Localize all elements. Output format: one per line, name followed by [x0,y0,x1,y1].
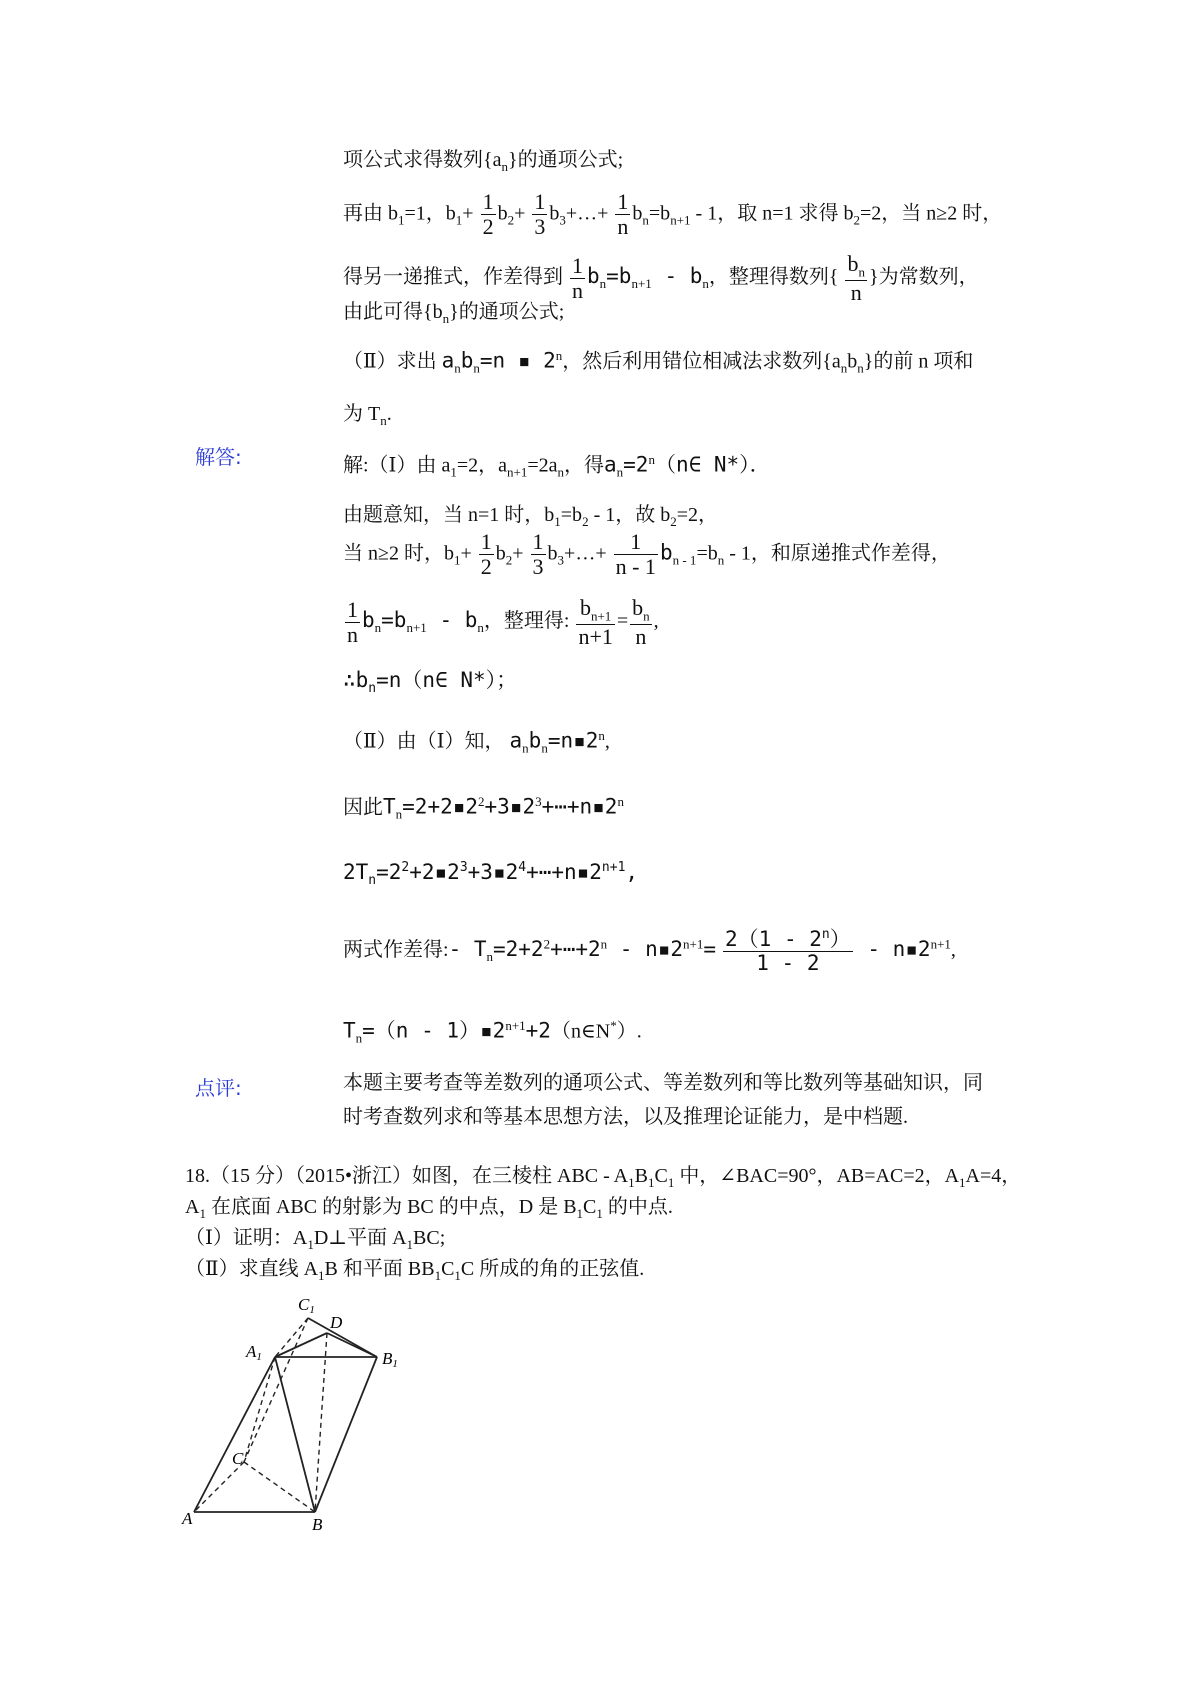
fraction-one-over-n: $\frac{1}{n}$ [572,252,583,303]
review-label: 点评: [195,1076,242,1100]
problem-line-4: （Ⅱ）求直线 $A_1B$ 和平面 $BB_1C_1C$ 所成的角的正弦值. [185,1257,645,1283]
edge-c-a [194,1462,244,1512]
fraction-one-half: $\frac{1}{2}$ [482,189,494,240]
edge-c1-a1 [275,1318,308,1357]
fraction-bn-over-n: $\frac{b_n}{n}$ [632,595,650,649]
solution-line-10: $T_n=(n$ - $1)▪2^{n+1}+2(n\in N^*)$. [343,1018,642,1046]
vertex-label-b1: B1 [382,1349,398,1370]
fraction-one-over-n: $\frac{1}{n}$ [347,596,358,647]
solution-line-9: 两式作差得:- $T_n=2+2^2+\cdots+2^n$ - $n▪2^{n+1}=$ $\frac{2(1 - 2^n)}{1 - 2}$ - $n▪2^{n+1}$, [343,927,956,976]
fraction-bn-over-n: $\frac{b_n}{n}$ [847,251,865,305]
vertex-label-a1: A1 [246,1342,262,1363]
solution-line-1: 解:（Ⅰ）由 $a_1=2$，$a_{n+1}=2a_n$，得$a_n=2^n(n\in$ N*）． [343,452,771,480]
vertex-label-b: B [312,1515,323,1534]
solution-line-7: 因此$T_n=2+2▪2^2+3▪2^3+\cdots+n▪2^n$ [343,794,624,822]
problem-18 [185,1162,1045,1285]
solution-line-5: $\therefore b_n=n(n\in$ N*）； [343,668,518,697]
fraction-one-third: $\frac{1}{3}$ [534,189,546,240]
analysis-line-6: 为 $T_n$. [343,403,392,428]
fraction-one-third: $\frac{1}{3}$ [532,529,544,580]
edge-a1-d [275,1333,327,1357]
problem-line-2: $A_1$ 在底面 ABC 的射影为 BC 的中点，D 是 $B_1C_1$ 的中点. [185,1195,673,1221]
problem-line-3: （Ⅰ）证明：$A_1D\perp$平面 $A_1BC$; [185,1226,446,1252]
analysis-line-1: 项公式求得数列$\{a_n\}$的通项公式; [343,149,624,174]
analysis-line-5: （Ⅱ）求出 $a_nb_n=n$ ▪ 2$^n$，然后利用错位相减法求数列$\{a_nb_n\}$的前 n 项和 [343,348,974,376]
vertex-label-c1: C1 [298,1295,315,1316]
edge-a1-c [244,1357,275,1462]
answer-label: 解答: [195,445,242,469]
solution-line-3: 当 n≥2 时，$b_1+$ $\frac{1}{2}$ $b_2+$ $\frac{1}{3}$ $b_3+\dots+$ $\frac{1}{n - 1}$ $b_{n - 1}=b_n - 1$，和原递推式作差得， [343,529,951,580]
analysis-line-2: 再由 $b_1=1$，$b_1+$ $\frac{1}{2}$ $b_2+$ $\frac{1}{3}$ $b_3+\dots+$ $\frac{1}{n}$ $b_n=b_{n+1} - 1$，取 n=1 求得 $b_2=2$，当 n≥2 时， [343,189,1003,240]
problem-line-1: 18.（15 分）（2015•浙江）如图，在三棱柱 ABC - $A_1B_1C_1$ 中，∠BAC=90°，AB=AC=2，$A_1A=4$， [185,1165,1022,1190]
prism-figure [180,1290,440,1550]
fraction-geometric-sum: $\frac{2(1 - 2^n)}{1 - 2}$ [725,927,851,976]
solution-line-8: $2T_n=2^2+2▪2^3+3▪2^4+\cdots+n▪2^{n+1}$, [343,860,639,889]
vertex-label-d: D [330,1313,343,1332]
edge-a1-a [194,1357,275,1512]
fraction-one-half: $\frac{1}{2}$ [480,529,492,580]
review-block [343,1066,1033,1134]
solution-line-4: $\frac{1}{n}$ $b_n=b_{n+1} - b_n$，整理得: $\frac{b_{n+1}}{n+1}$ = $\frac{b_n}{n}$ , [347,595,659,649]
fraction-bnp1-over-np1: $\frac{b_{n+1}}{n+1}$ [578,595,613,649]
vertex-label-a: A [182,1509,193,1528]
fraction-one-over-n-minus-1: $\frac{1}{n - 1}$ [615,529,656,580]
analysis-line-3: 得另一递推式，作差得到 $\frac{1}{n}$ $b_n=b_{n+1} - b_n$，整理得数列{ $\frac{b_n}{n}$ }为常数列， [343,251,979,305]
fraction-one-over-n: $\frac{1}{n}$ [617,189,629,240]
edge-c1-c [244,1318,308,1462]
vertex-label-c: C [232,1449,244,1468]
analysis-line-4: 由此可得$\{b_n\}$的通项公式; [343,301,565,326]
solution-line-2: 由题意知，当 n=1 时，$b_1=b_2 - 1$，故 $b_2=2$， [343,504,719,529]
review-text: 本题主要考查等差数列的通项公式、等差数列和等比数列等基础知识，同 时考查数列求和等基本思想方法，以及推理论证能力，是中档题. [343,1072,983,1128]
solution-line-6: （Ⅱ）由（Ⅰ）知， $a_nb_n=n▪2^n$, [343,728,610,756]
